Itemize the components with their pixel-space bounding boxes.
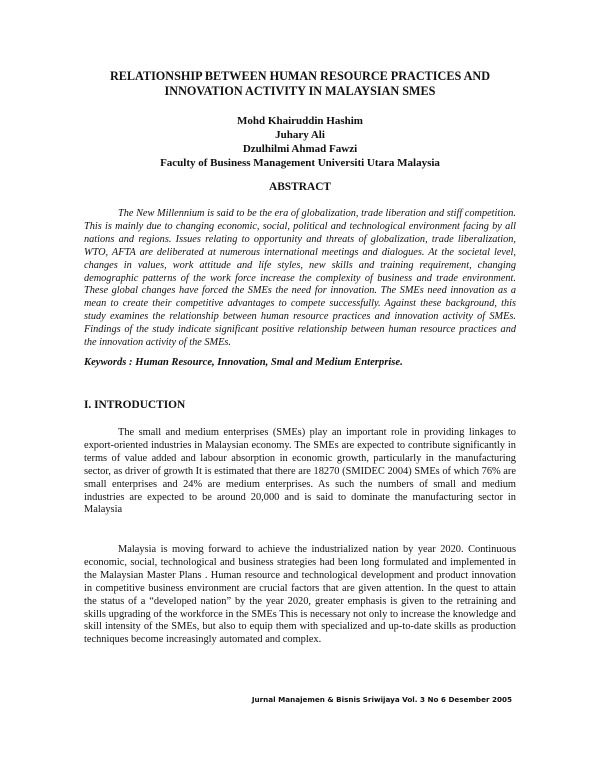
- author-name-1: Mohd Khairuddin Hashim: [237, 115, 363, 127]
- body-paragraph-2: Malaysia is moving forward to achieve the industrialized nation by year 2020. Continuous economic, social, technological and business strategies had been long formulated and implemented in the Malaysian Master Plans . Human resource and technological development and product innovation in competitive business environment are crucial factors that are given attention. In the quest to attain the status of a “developed nation” by the year 2020, greater emphasis is given to the retraining and skills upgrading of the workforce in the SMEs This is necessary not only to increase the knowledge and skill intensity of the SMEs, but also to equip them with specialized and up-to-date skills as production techniques become increasingly automated and complex.: [84, 544, 516, 646]
- abstract-text: The New Millennium is said to be the era of globalization, trade liberation and stiff competition. This is mainly due to changing economic, social, political and technological environment facing by all nations and regions. Issues relating to opportunity and threats of globalization, trade liberalization, WTO, AFTA are deliberated at numerous international meetings and dialogues. At the societal level, changes in values, work attitude and life styles, new skills and training requirement, changing demographic patterns of the work force increase the complexity of business and trade environment. These global changes have forced the SMEs the need for innovation. The SMEs need innovation as a mean to create their competitive advantages to compete successfully. Against these background, this study examines the relationship between human resource practices and innovation activity of SMEs. Findings of the study indicate significant positive relationship between human resource practices and the innovation activity of the SMEs.: [84, 208, 516, 349]
- body-paragraph-1: The small and medium enterprises (SMEs) play an important role in providing linkages to export-oriented industries in Malaysian economy. The SMEs are expected to contribute significantly in terms of value added and labour absorption in economic growth, particularly in the manufacturing sector, as driver of growth It is estimated that there are 18270 (SMIDEC 2004) SMEs of which 76% are small enterprises and 24% are medium enterprises. As such the numbers of small and medium industries are expected to be around 20,000 and is said to dominate the manufacturing sector in Malaysia: [84, 427, 516, 516]
- author-name-2: Juhary Ali: [275, 129, 325, 141]
- abstract-heading: ABSTRACT: [268, 181, 332, 193]
- paper-title-line-2: INNOVATION ACTIVITY IN MALAYSIAN SMES: [164, 84, 436, 98]
- author-block: [90, 114, 510, 170]
- section-heading-introduction: I. INTRODUCTION: [84, 399, 186, 411]
- keywords-line: Keywords : Human Resource, Innovation, Smal and Medium Enterprise.: [84, 357, 403, 368]
- author-name-3: Dzulhilmi Ahmad Fawzi: [242, 143, 358, 155]
- paper-title: [70, 69, 530, 99]
- author-affiliation: Faculty of Business Management Universiti Utara Malaysia: [160, 157, 440, 169]
- journal-footer-text: Jurnal Manajemen & Bisnis Sriwijaya Vol. 3 No 6 Desember 2005: [251, 695, 512, 704]
- paper-title-line-1: RELATIONSHIP BETWEEN HUMAN RESOURCE PRACTICES AND: [109, 69, 491, 83]
